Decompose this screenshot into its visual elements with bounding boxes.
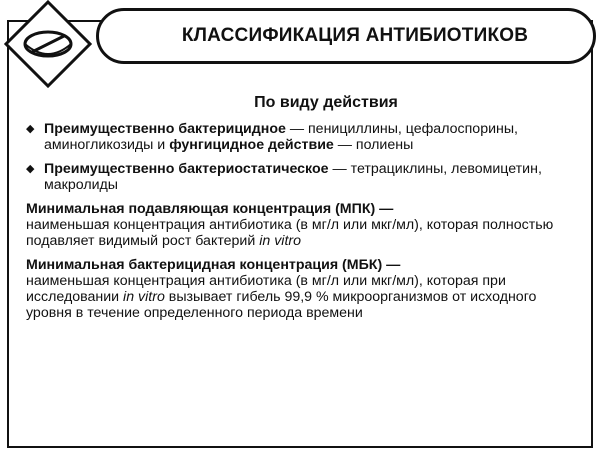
definition-mpk <box>26 201 586 249</box>
content-body <box>26 95 586 329</box>
definition-text: наименьшая концентрация антибиотика (в мг/л или мкг/мл), которая полностью подавляет видимый рост бактерий <box>26 217 554 249</box>
diamond-bullet-icon: ◆ <box>26 163 35 175</box>
bullet-dash: — <box>328 161 351 177</box>
definition-italic: in vitro <box>259 233 302 249</box>
page-title: КЛАССИФИКАЦИЯ АНТИБИОТИКОВ <box>181 25 529 46</box>
bullet-tail: — полиены <box>333 137 414 153</box>
bullet-lead: Преимущественно бактерицидное <box>44 121 286 137</box>
section-heading: По виду действия <box>254 94 398 111</box>
bullet-text: пенициллины, цефалоспорины, аминогликозиды и <box>44 121 518 153</box>
bullet-dash: — <box>285 121 308 137</box>
bullet-text: тетрациклины, левомицетин, макролиды <box>44 161 542 193</box>
definition-term: Минимальная подавляющая концентрация (МПК) — <box>26 201 394 217</box>
list-item <box>26 161 586 193</box>
definition-term: Минимальная бактерицидная концентрация (МБК) — <box>26 257 401 273</box>
pill-icon <box>4 0 92 88</box>
definition-text-after: вызывает гибель 99,9 % микроорганизмов от исходного уровня в течение определенного периода времени <box>26 289 537 321</box>
definition-mbk <box>26 257 586 321</box>
bullet-lead: Преимущественно бактериостатическое <box>44 161 329 177</box>
list-item <box>26 121 586 153</box>
diamond-bullet-icon: ◆ <box>26 123 35 135</box>
bullet-bold: фунгицидное действие <box>169 137 334 153</box>
title-banner <box>96 8 596 64</box>
definition-text: наименьшая концентрация антибиотика (в мг/л или мкг/мл), которая при исследовании <box>26 273 506 305</box>
definition-italic: in vitro <box>123 289 165 305</box>
